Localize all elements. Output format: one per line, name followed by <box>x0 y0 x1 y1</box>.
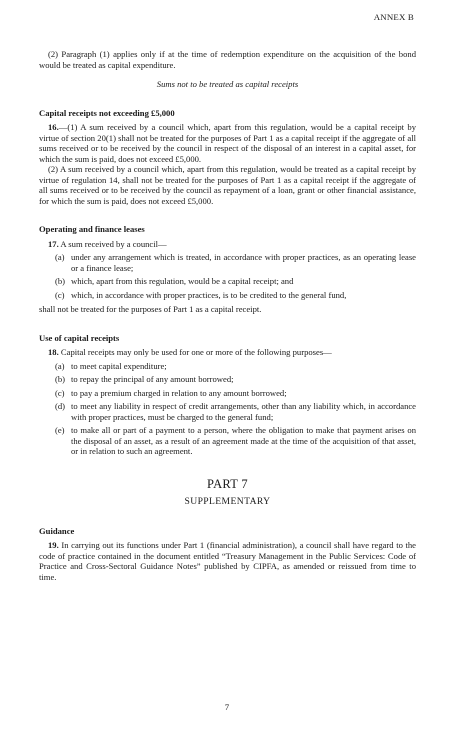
item-label: (e) <box>55 425 65 435</box>
section-17-number: 17. <box>48 238 59 249</box>
paragraph-15-2: (2) Paragraph (1) applies only if at the time of redemption expenditure on the acquisition of the bond would be treated as capital expenditure. <box>39 49 416 70</box>
item-label: (d) <box>55 401 66 411</box>
section-16-p1-text: —(1) A sum received by a council which, apart from this regulation, would be a capital receipt by virtue of section 20(1) shall not be treated for the purposes of Part 1 as a capital receipt if the aggregate of all sums received or to be received by the council in respect of the disposal of an interest in a capital asset, for which the sum is paid, does not exceed £5,000. <box>39 122 416 164</box>
item-label: (b) <box>55 276 66 286</box>
list-item <box>39 425 416 457</box>
list-item <box>39 374 416 385</box>
section-16-heading: Capital receipts not exceeding £5,000 <box>39 107 175 118</box>
item-text: to pay a premium charged in relation to any amount borrowed; <box>71 387 287 398</box>
section-18-number: 18. <box>48 347 59 357</box>
document-body <box>39 49 416 582</box>
section-19-text: In carrying out its functions under Part 1 (financial administration), a council shall have regard to the code of practice contained in the document entitled “Treasury Management in the Public Services: Code of Practice and Cross-Sectoral Guidance Notes” published by CIPFA, as amended or reissued from time to time. <box>39 540 416 582</box>
section-16-paragraph-1 <box>39 122 416 164</box>
list-item <box>39 290 416 301</box>
annex-label: ANNEX B <box>373 12 414 22</box>
section-17-heading: Operating and finance leases <box>39 224 145 234</box>
item-label: (c) <box>55 289 65 300</box>
list-item <box>39 252 416 273</box>
list-item <box>39 401 416 422</box>
section-19-heading: Guidance <box>39 525 75 536</box>
section-18-heading: Use of capital receipts <box>39 332 120 343</box>
page-number: 7 <box>224 702 230 712</box>
item-label: (a) <box>55 252 65 262</box>
section-19-paragraph <box>39 540 416 582</box>
section-16-paragraph-2: (2) A sum received by a council which, apart from this regulation, would be treated as a capital receipt by virtue of regulation 14, shall not be treated for the purposes of Part 1 as a capital receipt if the aggregate of all sums received or to be received by the council as repayment of a loan, grant or other financial assistance, for which the sum is paid, does not exceed £5,000. <box>39 164 416 206</box>
part-title: PART 7 <box>206 476 248 491</box>
section-19-number: 19. <box>48 540 59 550</box>
section-18-intro <box>39 347 416 358</box>
item-label: (a) <box>55 360 65 371</box>
list-item <box>39 361 416 372</box>
item-text: which, in accordance with proper practices, is to be credited to the general fund, <box>71 289 347 300</box>
section-18-intro-text: Capital receipts may only be used for one or more of the following purposes— <box>58 347 332 357</box>
part-subtitle: SUPPLEMENTARY <box>184 496 271 507</box>
item-label: (c) <box>55 387 65 398</box>
section-17-intro-text: A sum received by a council— <box>58 238 167 249</box>
item-text: which, apart from this regulation, would be a capital receipt; and <box>71 276 294 286</box>
list-item <box>39 388 416 399</box>
section-16-number: 16. <box>48 122 59 132</box>
item-text: under any arrangement which is treated, in accordance with proper practices, as an operating lease or a finance lease; <box>71 252 416 273</box>
item-text: to meet capital expenditure; <box>71 360 167 371</box>
section-17-intro <box>39 239 416 250</box>
sums-heading: Sums not to be treated as capital receipts <box>156 79 299 89</box>
item-text: to repay the principal of any amount borrowed; <box>71 374 234 384</box>
section-17-list <box>39 252 416 300</box>
list-item <box>39 276 416 287</box>
item-label: (b) <box>55 374 66 384</box>
item-text: to make all or part of a payment to a person, where the obligation to make that payment arises on the disposal of an asset, as a result of an agreement made at the time of the acquisition of that asset, or in relation to such an agreement. <box>71 425 416 456</box>
item-text: to meet any liability in respect of credit arrangements, other than any liability which, in accordance with proper practices, must be charged to the general fund; <box>71 401 416 422</box>
section-18-list <box>39 361 416 457</box>
section-17-closing: shall not be treated for the purposes of Part 1 as a capital receipt. <box>39 304 262 314</box>
